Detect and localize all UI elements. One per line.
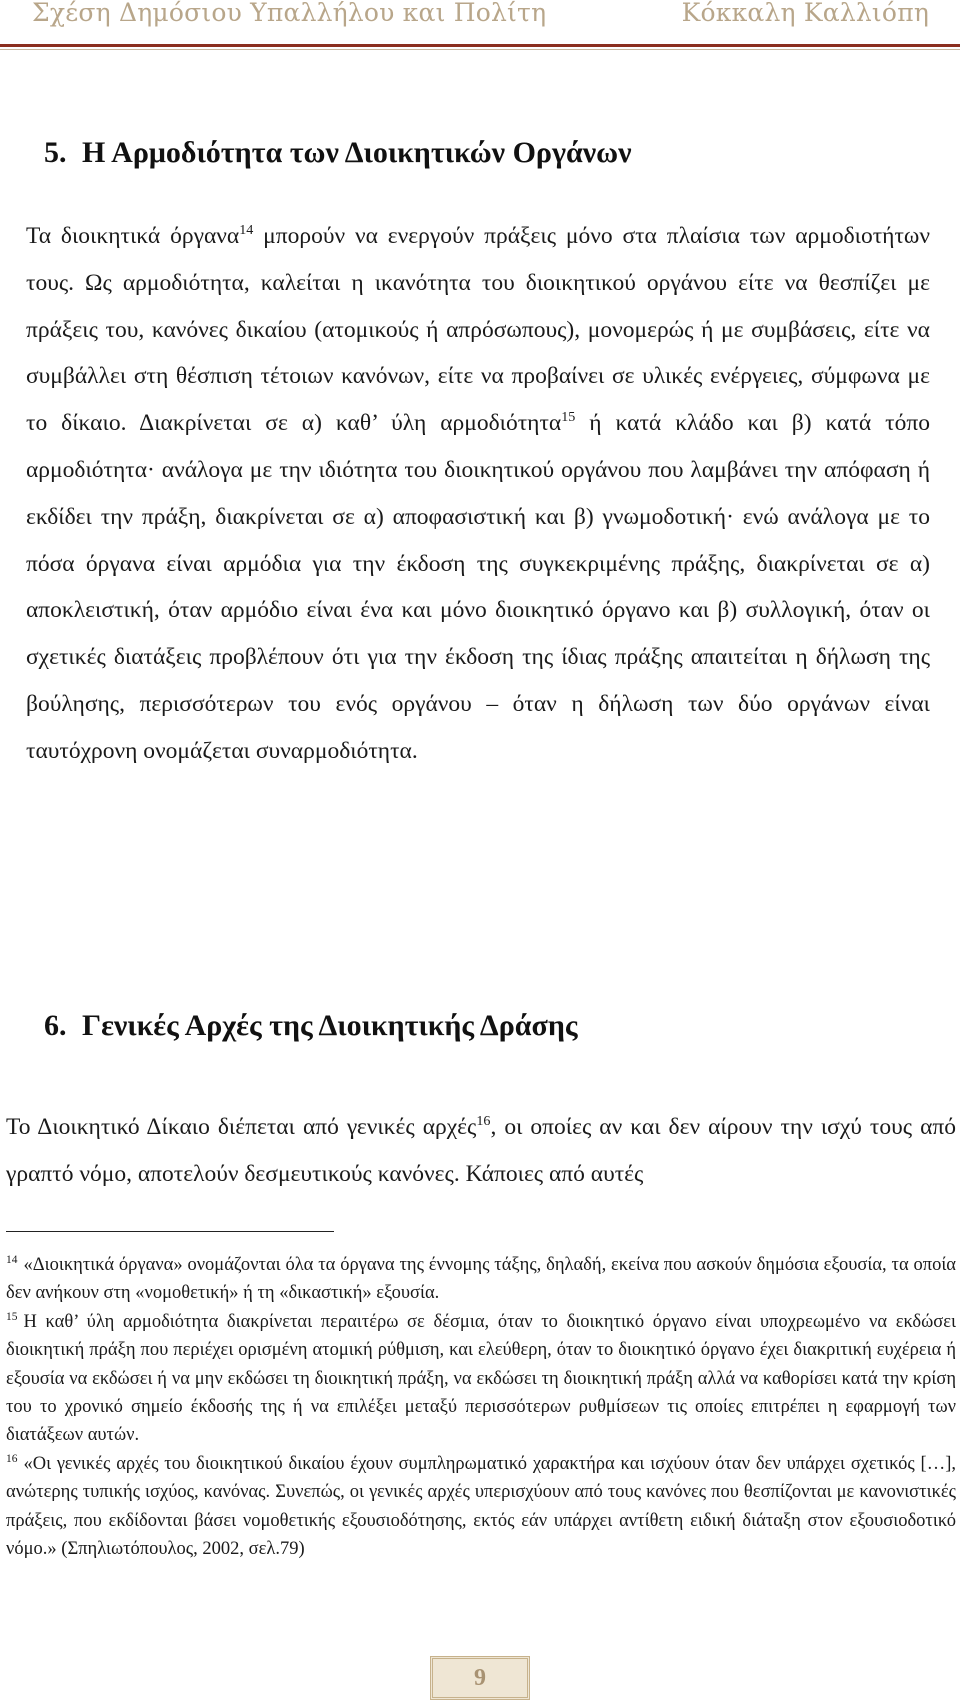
footnote-15-mark: 15 [6, 1310, 18, 1323]
section-6-text-b: , οι οποίες αν και δεν αίρουν την ισχύ τους από γραπτό νόμο, αποτελούν δεσμευτικούς κανόνες. Κάποιες από αυτές [6, 1114, 956, 1187]
footnote-16-mark: 16 [6, 1452, 18, 1465]
header-author: Κόκκαλη Καλλιόπη [681, 0, 929, 27]
footnotes [6, 1251, 956, 1563]
footnote-ref-16[interactable]: 16 [476, 1113, 491, 1130]
section-5-heading [44, 136, 631, 170]
footnote-ref-14[interactable]: 14 [239, 222, 254, 239]
section-5-text-c: ή κατά κλάδο και β) κατά τόπο αρμοδιότητα· ανάλογα με την ιδιότητα του διοικητικού οργάνου που λαμβάνει την απόφαση ή εκδίδει την πράξη, διακρίνεται σε α) αποφασιστική και β) γνωμοδοτική· ενώ ανάλογα με το πόσα όργανα είναι αρμόδια για την έκδοση της συγκεκριμένης πράξης, διακρίνεται σε α) αποκλειστική, όταν αρμόδιο είναι ένα και μόνο διοικητικό όργανο και β) συλλογική, όταν οι σχετικές διατάξεις προβλέπουν ότι για την έκδοση της ίδιας πράξης απαιτείται η δήλωση της βούλησης, περισσότερων του ενός οργάνου – όταν η δήλωση των δύο οργάνων είναι ταυτόχρονη ονομάζεται συναρμοδιότητα. [26, 410, 930, 764]
page-header [0, 0, 960, 50]
section-5-text-b: μπορούν να ενεργούν πράξεις μόνο στα πλαίσια των αρμοδιοτήτων τους. Ως αρμοδιότητα, καλείται η ικανότητα του διοικητικού οργάνου είτε να θεσπίζει με πράξεις του, κανόνες δικαίου (ατομικούς ή απρόσωπους), μονομερώς ή με συμβάσεις, είτε να συμβάλλει στη θέσπιση τέτοιων κανόνων, είτε να προβαίνει σε υλικές ενέργειες, σύμφωνα με το δίκαιο. Διακρίνεται σε α) καθ’ ύλη αρμοδιότητα [26, 223, 930, 437]
header-rule-thin [0, 49, 960, 50]
footnote-14-text: «Διοικητικά όργανα» ονομάζονται όλα τα όργανα της έννομης τάξης, δηλαδή, εκείνα που ασκούν δημόσια εξουσία, τα οποία δεν ανήκουν στη «νομοθετική» ή τη «δικαστική» εξουσία. [6, 1255, 956, 1304]
footnote-separator [6, 1231, 334, 1232]
section-6-text-a: Το Διοικητικό Δίκαιο διέπεται από γενικές αρχές [6, 1114, 477, 1140]
section-6-number: 6. [44, 1009, 67, 1042]
section-5-title: Η Αρμοδιότητα των Διοικητικών Οργάνων [82, 136, 632, 169]
footnote-14-mark: 14 [6, 1253, 18, 1266]
section-6-paragraph [6, 1104, 956, 1198]
footnote-ref-15[interactable]: 15 [561, 409, 576, 426]
section-6-heading [44, 1009, 578, 1043]
section-6-title: Γενικές Αρχές της Διοικητικής Δράσης [82, 1009, 578, 1042]
footnote-16-text: «Οι γενικές αρχές του διοικητικού δικαίου έχουν συμπληρωματικό χαρακτήρα και ισχύουν όταν δεν υπάρχει σχετικός […], ανώτερης τυπικής ισχύος, κανόνας. Συνεπώς, οι γενικές αρχές υπερισχύουν από τους κανόνες που θεσπίζονται με κανονιστικές πράξεις, που εκδίδονται βάσει νομοθετικής εξουσιοδότησης, εκτός εάν υπάρχει αντίθετη ειδική διάταξη στον εξουσιοδοτικό νόμο.» (Σπηλιωτόπουλος, 2002, σελ.79) [6, 1453, 956, 1560]
footnote-14 [6, 1251, 956, 1308]
section-5-number: 5. [44, 136, 67, 169]
footnote-16 [6, 1450, 956, 1564]
footnote-15-text: Η καθ’ ύλη αρμοδιότητα διακρίνεται περαιτέρω σε δέσμια, όταν το διοικητικό όργανο είναι υποχρεωμένο να εκδώσει διοικητική πράξη που περιέχει ορισμένη ατομική ρύθμιση, και ελεύθερη, όταν το διοικητικό όργανο έχει διακριτική ευχέρεια ή εξουσία να εκδώσει ή να μην εκδώσει τη διοικητική πράξη, να εκδώσει τη διοικητική πράξη αλλά να καθορίσει κατά την κρίση του το χρονικό σημείο έκδοσής της ή να επιλέξει μεταξύ περισσότερων ρυθμίσεων τις οποίες επιτρέπει η εφαρμογή των διατάξεων αυτών. [6, 1311, 956, 1446]
section-5-text-a: Τα διοικητικά όργανα [26, 223, 240, 249]
footnote-15 [6, 1308, 956, 1450]
header-rule [0, 44, 960, 47]
page-number: 9 [430, 1656, 530, 1700]
section-5-paragraph [26, 213, 930, 775]
header-title: Σχέση Δημόσιου Υπαλλήλου και Πολίτη [32, 0, 547, 27]
